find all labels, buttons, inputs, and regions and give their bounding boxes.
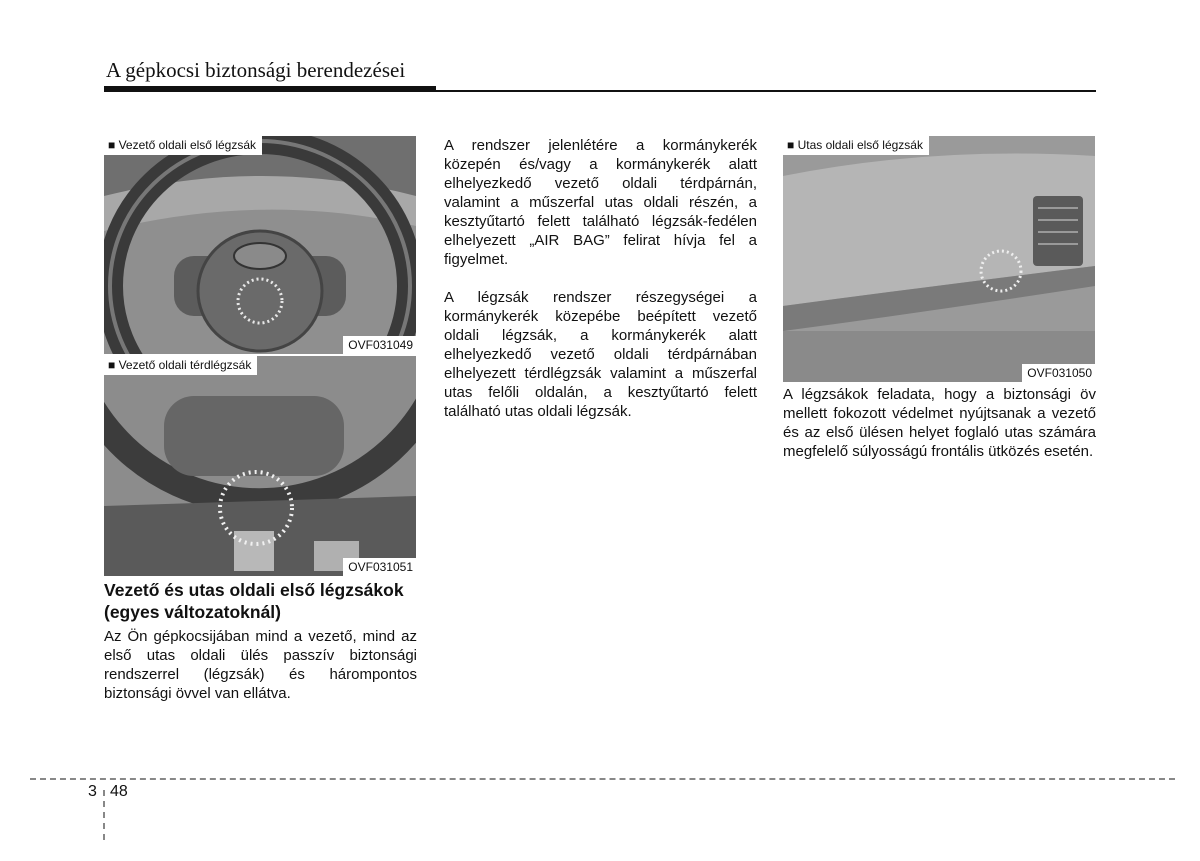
figure-code: OVF031050 [1022, 364, 1095, 382]
middle-paragraph-2: A légzsák rendszer részegységei a kormánykerék közepébe beépített vezető oldali légzsák, a kormánykerék alatt elhelyezkedő vezető oldali térdpárnában elhelyezett térdlégzsák valamint a műszerfal utas felőli oldalán, a kesztyűtartó felett található utas oldali légzsák. [444, 289, 757, 420]
footer-divider [103, 790, 105, 840]
figure-driver-front-airbag [104, 136, 416, 354]
figure-driver-knee-airbag [104, 354, 416, 576]
figure-label: ■ Vezető oldali első légzsák [104, 136, 262, 155]
figure-code: OVF031049 [343, 336, 416, 354]
page-number: 48 [110, 783, 128, 800]
section-heading: Vezető és utas oldali első légzsákok (egyes változatoknál) [104, 580, 404, 622]
header-bar [104, 86, 436, 92]
figure-code: OVF031051 [343, 558, 416, 576]
chapter-number: 3 [88, 783, 97, 800]
figure-label: ■ Vezető oldali térdlégzsák [104, 356, 257, 375]
figure-label: ■ Utas oldali első légzsák [783, 136, 929, 155]
middle-column [444, 136, 757, 421]
steering-wheel-illustration [104, 136, 416, 354]
middle-paragraph-1: A rendszer jelenlétére a kormánykerék közepén és/vagy a kormánykerék alatt elhelyezkedő vezető oldali térdpárnán, valamint a műszerfal utas oldali részén, a kesztyűtartó felett található légzsák-fedélen elhelyezett „AIR BAG” felirat hívja fel a figyelmet. [444, 137, 757, 268]
section-intro [104, 627, 417, 703]
right-paragraph-1: A légzsákok feladata, hogy a biztonsági öv mellett fokozott védelmet nyújtsanak a vezető és az első ülésen helyet foglaló utas számára megfelelő súlyosságú frontális ütközés esetén. [783, 386, 1096, 460]
footer-rule [30, 778, 1175, 780]
figure-passenger-front-airbag [783, 136, 1095, 382]
dashboard-illustration [783, 136, 1095, 382]
right-column [783, 385, 1096, 461]
intro-paragraph: Az Ön gépkocsijában mind a vezető, mind az első utas oldali ülés passzív biztonsági rendszerrel (légzsák) és hárompontos biztonsági övvel van ellátva. [104, 628, 417, 702]
knee-airbag-illustration [104, 356, 416, 576]
page-header-title: A gépkocsi biztonsági berendezései [106, 58, 406, 82]
header-rule [436, 90, 1096, 92]
